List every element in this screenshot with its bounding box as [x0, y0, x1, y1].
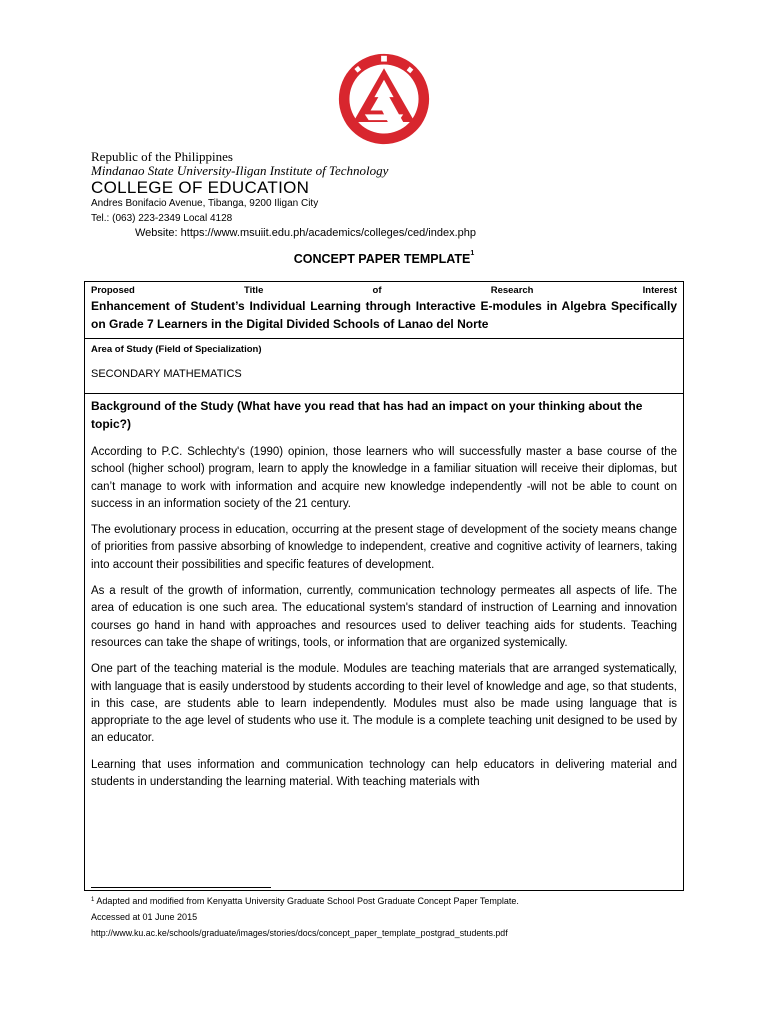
proposed-title-label	[91, 282, 677, 296]
label-word: Research	[490, 285, 534, 296]
title-footnote-mark: 1	[470, 250, 475, 257]
republic-line: Republic of the Philippines	[91, 149, 233, 164]
background-paragraph: As a result of the growth of information, currently, communication technology permeates all aspects of life. The area of education is one such area. The educational system's standard of instruction of Learning and innovation courses go hand in hand with approaches and resources used to deliver teaching aids for students. Teaching resources can take the shape of writings, tools, or information that are organized systemically.	[91, 585, 677, 649]
document-title-text: CONCEPT PAPER TEMPLATE	[293, 252, 471, 266]
telephone-line: Tel.: (063) 223-2349 Local 4128	[91, 213, 233, 224]
footnote-source	[91, 897, 519, 906]
footnote-accessed: Accessed at 01 June 2015	[91, 912, 198, 922]
concept-paper-table	[84, 281, 684, 891]
background-paragraph: Learning that uses information and communication technology can help educators in delivering material and students in understanding the learning material. With teaching materials with	[91, 758, 677, 789]
label-word: Title	[244, 285, 264, 296]
msu-iit-seal-icon	[336, 51, 432, 147]
proposed-title-cell	[85, 282, 683, 339]
area-of-study-label: Area of Study (Field of Specialization)	[91, 344, 262, 355]
background-paragraph: According to P.C. Schlechty's (1990) opinion, those learners who will successfully master a base course of the school (higher school) program, learn to apply the knowledge in a familiar situation will receive their diplomas, but can’t manage to work with information and acquire new knowledge independently -will not be able to count on success in an information society of the 21 century.	[91, 446, 677, 510]
background-paragraph: The evolutionary process in education, occurring at the present stage of development of the society means change of priorities from passive absorbing of knowledge to independent, creative and cognitive activity of learners, taking into account their possibilities and specific features of development.	[91, 524, 677, 571]
footnote-mark: 1	[91, 897, 95, 903]
label-word: of	[372, 285, 382, 296]
address-line: Andres Bonifacio Avenue, Tibanga, 9200 Iligan City	[91, 198, 319, 209]
label-word: Proposed	[91, 285, 135, 296]
area-of-study-cell	[85, 339, 683, 394]
footnote-text: Adapted and modified from Kenyatta University Graduate School Post Graduate Concept Paper Template.	[94, 896, 519, 906]
document-title	[0, 252, 768, 266]
college-name: COLLEGE OF EDUCATION	[91, 178, 310, 197]
university-name: Mindanao State University-Iligan Institute of Technology	[91, 163, 389, 178]
background-heading: Background of the Study (What have you read that has had an impact on your thinking about the topic?)	[91, 399, 643, 431]
area-of-study-value: SECONDARY MATHEMATICS	[91, 368, 242, 380]
proposed-title-text: Enhancement of Student’s Individual Learning through Interactive E-modules in Algebra Specifically on Grade 7 Learners in the Digital Divided Schools of Lanao del Norte	[91, 299, 677, 331]
footnote-divider	[91, 887, 271, 888]
background-paragraph: One part of the teaching material is the module. Modules are teaching materials that are arranged systematically, with language that is easily understood by students according to their level of knowledge and age, so that students, in this case, are students able to learn independently. Modules must also be made using language that is appropriate to the age level of students who use it. The module is a complete teaching unit designed to be used by an educator.	[91, 663, 677, 745]
label-word: Interest	[642, 285, 677, 296]
website-line: Website: https://www.msuiit.edu.ph/academics/colleges/ced/index.php	[135, 227, 476, 239]
background-cell	[85, 397, 683, 791]
footnote-url: http://www.ku.ac.ke/schools/graduate/images/stories/docs/concept_paper_template_postgrad_students.pdf	[91, 928, 508, 938]
